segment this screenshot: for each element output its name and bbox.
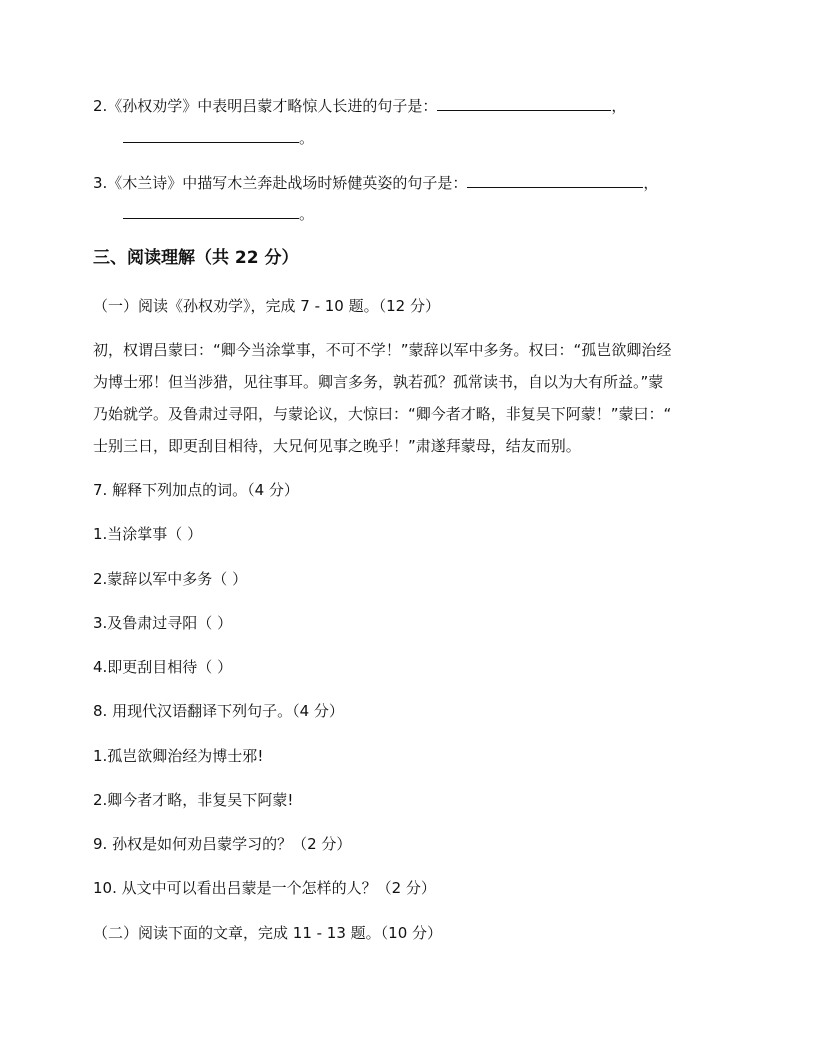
q8-item: 2.卿今者才略，非复吴下阿蒙! xyxy=(93,791,294,809)
q7-item: 4.即更刮目相待（ ） xyxy=(93,658,233,676)
item-2 xyxy=(93,96,626,116)
item-3-blank-1[interactable] xyxy=(467,173,643,188)
item-2-blank-1[interactable] xyxy=(437,96,611,111)
item-3 xyxy=(93,173,658,193)
q7-item: 1.当涂掌事（ ） xyxy=(93,525,203,543)
item-2-text: 2.《孙权劝学》中表明吕蒙才略惊人长进的句子是： xyxy=(93,97,438,115)
item-2-end: 。 xyxy=(299,129,315,147)
item-3-comma: ， xyxy=(643,174,659,192)
item-2-line-2 xyxy=(123,128,314,148)
passage xyxy=(93,334,733,462)
item-3-text: 3.《木兰诗》中描写木兰奔赴战场时矫健英姿的句子是： xyxy=(93,174,468,192)
item-2-comma: ， xyxy=(611,97,627,115)
item-3-line-2 xyxy=(123,204,314,224)
item-2-blank-2[interactable] xyxy=(123,128,299,143)
question-10: 10. 从文中可以看出吕蒙是一个怎样的人？（2 分） xyxy=(93,879,436,897)
question-9: 9. 孙权是如何劝吕蒙学习的？（2 分） xyxy=(93,835,352,853)
q7-item: 3.及鲁肃过寻阳（ ） xyxy=(93,614,233,632)
q8-item: 1.孤岂欲卿治经为博士邪! xyxy=(93,747,264,765)
passage-line: 乃始就学。及鲁肃过寻阳，与蒙论议，大惊曰：“卿今者才略，非复吴下阿蒙！”蒙曰：“ xyxy=(93,405,672,423)
part2-heading: （二）阅读下面的文章，完成 11 - 13 题。（10 分） xyxy=(93,924,443,942)
q7-item: 2.蒙辞以军中多务（ ） xyxy=(93,570,248,588)
question-7: 7. 解释下列加点的词。（4 分） xyxy=(93,481,299,499)
item-3-end: 。 xyxy=(299,205,315,223)
part1-heading: （一）阅读《孙权劝学》，完成 7 - 10 题。（12 分） xyxy=(93,297,440,315)
passage-line: 为博士邪！但当涉猎，见往事耳。卿言多务，孰若孤？孤常读书，自以为大有所益。”蒙 xyxy=(93,373,664,391)
section-title: 三、阅读理解（共 22 分） xyxy=(93,248,299,268)
passage-line: 士别三日，即更刮目相待，大兄何见事之晚乎！”肃遂拜蒙母，结友而别。 xyxy=(93,437,581,455)
passage-line: 初，权谓吕蒙曰：“卿今当涂掌事，不可不学！”蒙辞以军中多务。权曰：“孤岂欲卿治经 xyxy=(93,341,672,359)
question-8: 8. 用现代汉语翻译下列句子。（4 分） xyxy=(93,702,344,720)
item-3-blank-2[interactable] xyxy=(123,204,299,219)
